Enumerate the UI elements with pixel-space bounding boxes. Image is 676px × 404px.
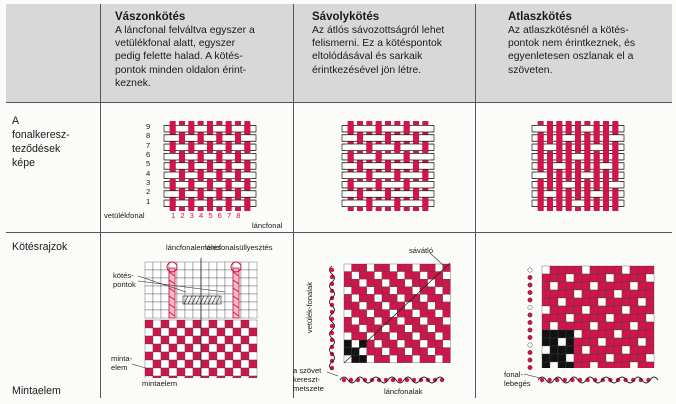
- weft-dot: [528, 358, 532, 362]
- row-label-line: fonalkeresz-: [12, 129, 70, 141]
- label-line: kereszt-: [293, 375, 321, 384]
- row-number: 1: [146, 196, 151, 206]
- row-number: 3: [146, 177, 151, 187]
- desc-line: Az átlós sávozottságról lehet: [312, 25, 445, 36]
- label-twill-diagonal: sávátló: [409, 246, 434, 255]
- row-number: 7: [146, 140, 151, 150]
- desc-line: egyenletesen oszlanak el a: [508, 51, 634, 63]
- row-number: 6: [146, 149, 151, 159]
- warp-dot: [398, 378, 402, 382]
- desc-line: felismerni. Ez a kötéspontok: [312, 38, 442, 50]
- weft-dot: [528, 275, 532, 279]
- label-line: minta-: [111, 354, 133, 363]
- column-number: 7: [226, 211, 232, 220]
- column-title: Vászonkötés: [115, 11, 186, 23]
- row-label-line: képe: [12, 157, 35, 169]
- desc-line: eltolódásával és sarkaik: [312, 51, 423, 63]
- label-pattern-element-bottom: mintaelem: [142, 379, 178, 388]
- label-warp-lift: láncfonalemelés: [166, 243, 221, 252]
- desc-line: vetülékfonal alatt, egyszer: [115, 38, 236, 50]
- weft-dot: [528, 320, 532, 324]
- label-line: lebegés: [504, 379, 531, 388]
- weft-dot: [330, 324, 334, 328]
- label-binding-points: [113, 271, 136, 289]
- label-weft-threads: [306, 282, 314, 333]
- warp-dot: [540, 378, 544, 382]
- row-label-weave-drawings: Kötésrajzok: [12, 241, 68, 253]
- row-number: 4: [146, 168, 151, 178]
- column-number: 4: [198, 211, 204, 220]
- row-label-pattern-element: Mintaelem: [12, 385, 61, 397]
- column-number: 6: [217, 211, 222, 220]
- desc-line: érintkezésével jön létre.: [312, 64, 422, 76]
- warp-dot: [342, 378, 346, 382]
- weft-dot: [528, 290, 532, 294]
- leader-line: [327, 372, 338, 376]
- warp-dot: [547, 378, 551, 382]
- row-number: 2: [146, 187, 151, 197]
- weft-dot: [528, 350, 532, 354]
- column-number: 5: [208, 211, 213, 220]
- label-line: vetülék-: [305, 306, 314, 334]
- column-title: Atlaszkötés: [508, 11, 572, 23]
- label-fabric-cross-section: [293, 366, 324, 393]
- label-line: fonalak: [305, 282, 314, 307]
- row-number: 8: [146, 131, 151, 141]
- desc-line: keznek.: [115, 77, 151, 89]
- desc-line: Az atlaszkötésnél a kötés-: [508, 25, 629, 36]
- label-line: fonal-: [504, 370, 523, 379]
- label-warp-drop: láncfonalsüllyesztés: [205, 243, 273, 252]
- desc-line: szöveten.: [508, 64, 553, 76]
- row-number: 9: [146, 122, 151, 131]
- weft-dot: [528, 313, 532, 317]
- weft-dot: [528, 283, 532, 287]
- weft-dot: [528, 298, 532, 302]
- label-line: pontok: [113, 280, 136, 289]
- weft-dot: [528, 305, 532, 309]
- weft-dot: [528, 268, 532, 272]
- row-label-line: teződések: [12, 143, 61, 155]
- row-number: 5: [146, 159, 151, 169]
- label-warp-threads: láncfonalak: [384, 387, 423, 396]
- weft-dot: [528, 335, 532, 339]
- column-number: 3: [189, 211, 194, 220]
- column-number: 8: [236, 211, 241, 220]
- leader-line: [132, 364, 149, 369]
- column-title: Sávolykötés: [312, 11, 380, 23]
- desc-line: pontok minden oldalon érint-: [115, 64, 247, 76]
- desc-line: pedig felette halad. A kötés-: [115, 51, 243, 63]
- row-label-line: A: [12, 115, 20, 127]
- label-thread-float: [504, 370, 531, 388]
- label-line: elem: [111, 363, 128, 372]
- desc-line: pontok nem érintkeznek, és: [508, 38, 636, 50]
- column-number: 2: [180, 211, 185, 220]
- label-warp-thread: láncfonal: [252, 221, 283, 230]
- label-line: kötés-: [113, 271, 134, 280]
- weft-dot: [528, 328, 532, 332]
- desc-line: A láncfonal felváltva egyszer a: [115, 25, 255, 36]
- label-line: a szövet: [293, 366, 322, 375]
- label-pattern-element-side: [111, 354, 132, 372]
- weft-dot: [528, 343, 532, 347]
- column-number: 1: [171, 211, 176, 220]
- label-weft-thread: vetülékfonal: [104, 211, 145, 220]
- weft-dot: [330, 268, 334, 272]
- label-line: metszete: [293, 384, 324, 393]
